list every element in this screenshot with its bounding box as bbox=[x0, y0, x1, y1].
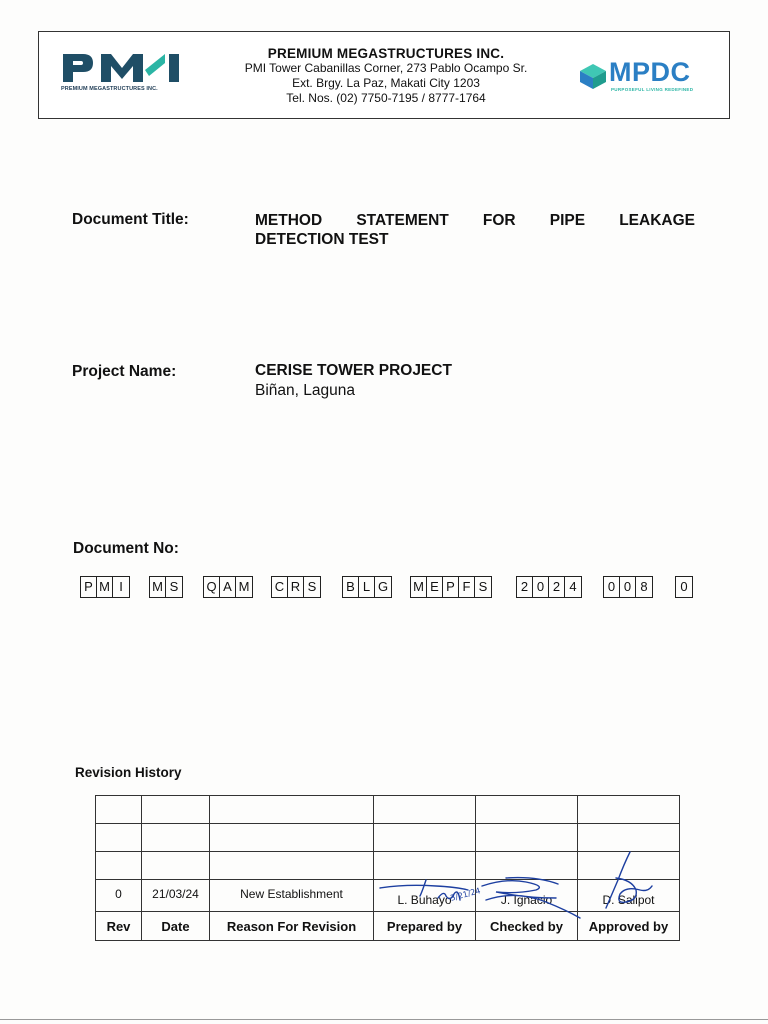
document-number-char: 2 bbox=[517, 577, 533, 597]
document-title-label: Document Title: bbox=[72, 211, 189, 228]
document-number-char: M bbox=[150, 577, 166, 597]
table-row bbox=[96, 824, 680, 852]
table-cell bbox=[142, 824, 210, 852]
document-title-line-2: DETECTION TEST bbox=[255, 231, 389, 248]
document-number-char: S bbox=[307, 579, 317, 594]
document-number-char: P bbox=[443, 577, 459, 597]
table-cell bbox=[374, 796, 476, 824]
project-location: Biñan, Laguna bbox=[255, 382, 355, 399]
document-title-word: METHOD bbox=[255, 212, 323, 229]
table-header-cell: Date bbox=[142, 912, 210, 941]
document-number-segment bbox=[271, 576, 321, 598]
table-cell bbox=[374, 852, 476, 880]
document-number-char: G bbox=[377, 579, 389, 594]
address-line-1: PMI Tower Cabanillas Corner, 273 Pablo Ocampo Sr. bbox=[244, 61, 528, 75]
document-number-char: 2 bbox=[549, 577, 565, 597]
signature-date-note: 3/21/24 bbox=[449, 886, 482, 903]
table-cell: D. Salipot bbox=[578, 880, 680, 912]
table-cell: J. Ignacio bbox=[476, 880, 578, 912]
revision-history-table bbox=[95, 795, 680, 941]
pmi-logo bbox=[59, 48, 183, 98]
table-cell: 21/03/24 bbox=[142, 880, 210, 912]
revision-history-label: Revision History bbox=[75, 765, 182, 780]
document-number-char: M bbox=[238, 579, 250, 594]
document-number-char: A bbox=[220, 577, 236, 597]
table-header-cell: Approved by bbox=[578, 912, 680, 941]
address-line-2: Ext. Brgy. La Paz, Makati City 1203 bbox=[292, 76, 480, 90]
project-name-label: Project Name: bbox=[72, 363, 177, 380]
table-header-cell: Prepared by bbox=[374, 912, 476, 941]
pmi-logo-mark bbox=[61, 50, 181, 84]
table-header-cell: Rev bbox=[96, 912, 142, 941]
document-title-word: STATEMENT bbox=[356, 212, 449, 229]
document-number-char: P bbox=[81, 577, 97, 597]
table-cell bbox=[578, 796, 680, 824]
table-cell bbox=[210, 824, 374, 852]
document-number-segment bbox=[410, 576, 492, 598]
table-cell: New Establishment bbox=[210, 880, 374, 912]
document-number-segment bbox=[342, 576, 392, 598]
document-number-char: 4 bbox=[569, 579, 577, 594]
table-cell bbox=[476, 852, 578, 880]
document-no-label: Document No: bbox=[73, 540, 179, 557]
table-cell bbox=[210, 796, 374, 824]
document-number-char: 8 bbox=[640, 579, 648, 594]
document-title bbox=[255, 211, 695, 249]
table-cell bbox=[210, 852, 374, 880]
document-number-char: 0 bbox=[680, 579, 688, 594]
table-cell bbox=[142, 796, 210, 824]
document-number-char: M bbox=[411, 577, 427, 597]
project-name: CERISE TOWER PROJECT bbox=[255, 362, 452, 379]
table-cell bbox=[374, 824, 476, 852]
document-number-char: F bbox=[459, 577, 475, 597]
company-block bbox=[209, 46, 563, 106]
document-number-char: 0 bbox=[604, 577, 620, 597]
table-cell bbox=[96, 852, 142, 880]
table-row bbox=[96, 880, 680, 912]
table-cell: L. Buhayo bbox=[374, 880, 476, 912]
document-title-word: LEAKAGE bbox=[619, 212, 695, 229]
table-cell bbox=[142, 852, 210, 880]
mpdc-logo-text: MPDC bbox=[609, 57, 691, 87]
document-number-char: Q bbox=[204, 577, 220, 597]
document-number-char: I bbox=[119, 579, 123, 594]
mpdc-tagline: PURPOSEFUL LIVING REDEFINED bbox=[611, 87, 694, 92]
pmi-logo-subtitle: PREMIUM MEGASTRUCTURES INC. bbox=[61, 86, 158, 92]
table-header-row bbox=[96, 912, 680, 941]
document-title-word: FOR bbox=[482, 212, 516, 229]
document-number-char: B bbox=[343, 577, 359, 597]
document-number-char: S bbox=[478, 579, 488, 594]
document-number-char: M bbox=[97, 577, 113, 597]
document-number-char: E bbox=[427, 577, 443, 597]
table-header-cell: Checked by bbox=[476, 912, 578, 941]
phone-line: Tel. Nos. (02) 7750-7195 / 8777-1764 bbox=[286, 91, 486, 105]
document-number-segment bbox=[80, 576, 130, 598]
document-title-word: PIPE bbox=[549, 212, 586, 229]
mpdc-logo bbox=[575, 57, 715, 96]
table-row bbox=[96, 796, 680, 824]
table-row bbox=[96, 852, 680, 880]
letterhead bbox=[38, 31, 730, 119]
table-header-cell: Reason For Revision bbox=[210, 912, 374, 941]
document-number-segment bbox=[149, 576, 183, 598]
table-cell bbox=[578, 852, 680, 880]
document-number-char: S bbox=[169, 579, 179, 594]
document-number-char: R bbox=[288, 577, 304, 597]
document-number-segment bbox=[203, 576, 253, 598]
table-cell bbox=[476, 796, 578, 824]
document-number-char: L bbox=[359, 577, 375, 597]
table-cell bbox=[578, 824, 680, 852]
table-cell bbox=[96, 824, 142, 852]
page-bottom-edge bbox=[0, 1019, 768, 1020]
document-number-segment bbox=[675, 576, 693, 598]
document-number-char: C bbox=[272, 577, 288, 597]
document-number-segment bbox=[516, 576, 582, 598]
table-cell: 0 bbox=[96, 880, 142, 912]
company-name: PREMIUM MEGASTRUCTURES INC. bbox=[267, 46, 505, 61]
mpdc-cube-icon bbox=[577, 62, 609, 90]
document-number-char: 0 bbox=[620, 577, 636, 597]
document-number-segment bbox=[603, 576, 653, 598]
table-cell bbox=[96, 796, 142, 824]
document-number-char: 0 bbox=[533, 577, 549, 597]
table-cell bbox=[476, 824, 578, 852]
document-title-line-1 bbox=[255, 211, 695, 230]
